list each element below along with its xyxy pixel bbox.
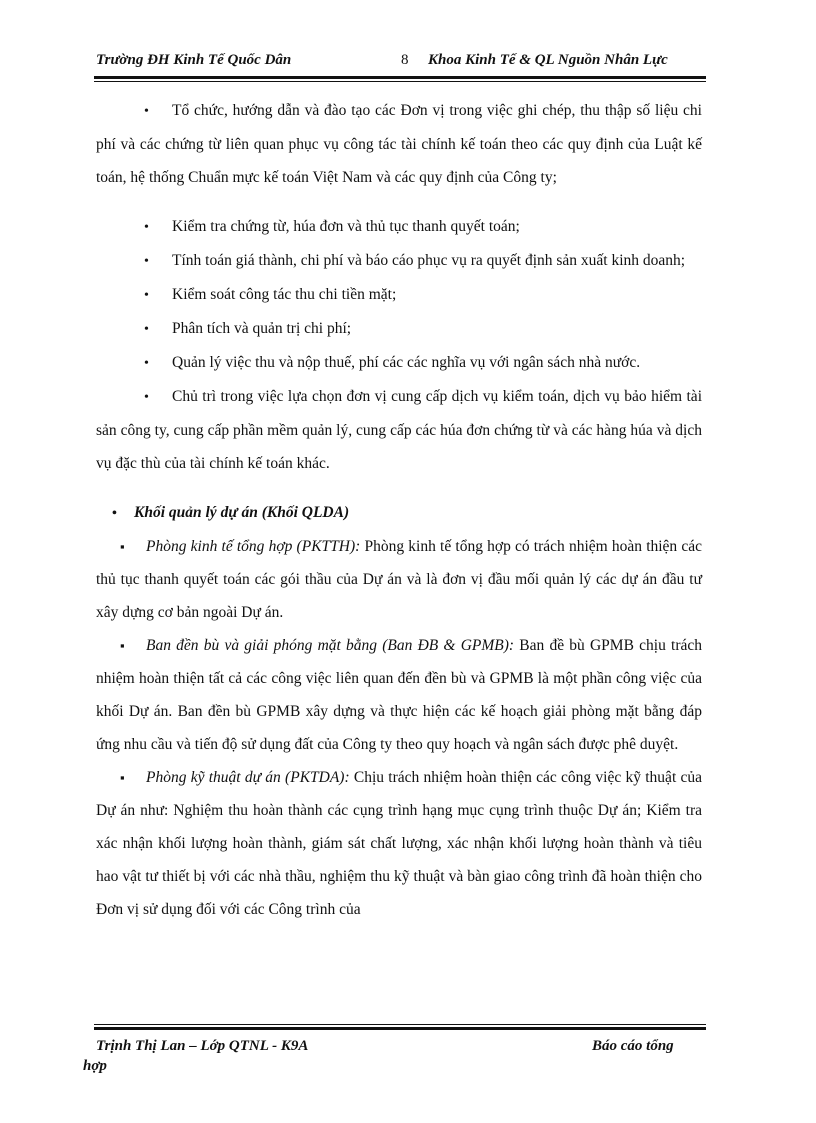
- header-rule-thin: [94, 81, 706, 82]
- bullet-text: Tổ chức, hướng dẫn và đào tạo các Đơn vị trong việc ghi chép, thu thập số liệu chi phí và các chứng từ liên quan phục vụ công tác tài chính kế toán theo các quy định của Luật kế toán, hệ thống Chuẩn mực kế toán Việt Nam và các quy định của Công ty;: [96, 102, 702, 186]
- bullet-text: Tính toán giá thành, chi phí và báo cáo phục vụ ra quyết định sản xuất kinh doanh;: [172, 252, 686, 269]
- bullet-item: [96, 210, 702, 244]
- bullet-item: [96, 278, 702, 312]
- footer-author: Trịnh Thị Lan – Lớp QTNL - K9A: [96, 1038, 309, 1054]
- bullet-dot-icon: [144, 244, 172, 278]
- footer-report-title: Báo cáo tổng: [592, 1038, 674, 1054]
- sub-item: [96, 530, 702, 629]
- sub-item-text: Phòng kinh tế tổng hợp có trách nhiệm hoàn thiện các thủ tục thanh quyết toán các gói thầu của Dự án và là đơn vị đầu mối quản lý các dự án đầu tư xây dựng cơ bản ngoài Dự án.: [96, 538, 702, 621]
- bullet-text: Phân tích và quản trị chi phí;: [172, 320, 352, 337]
- sub-item: [96, 629, 702, 761]
- sub-item-title: Ban đền bù và giải phóng mặt bằng (Ban ĐB & GPMB):: [146, 637, 515, 654]
- header-faculty: Khoa Kinh Tế & QL Nguồn Nhân Lực: [428, 52, 668, 68]
- document-body: [96, 94, 702, 926]
- bullet-text: Chủ trì trong việc lựa chọn đơn vị cung cấp dịch vụ kiểm toán, dịch vụ bảo hiểm tài sản công ty, cung cấp phần mềm quản lý, cung cấp các húa đơn chứng từ và các hàng húa và dịch vụ đặc thù của tài chính kế toán khác.: [96, 388, 702, 472]
- bullet-dot-icon: [144, 94, 172, 128]
- bullet-dot-icon: [144, 380, 172, 414]
- header-university: Trường ĐH Kinh Tế Quốc Dân: [96, 52, 292, 68]
- bullet-dot-icon: [112, 496, 134, 530]
- bullet-item: [96, 346, 702, 380]
- section-heading: [96, 496, 702, 530]
- bullet-item: [96, 380, 702, 480]
- bullet-text: Quản lý việc thu và nộp thuế, phí các các nghĩa vụ với ngân sách nhà nước.: [172, 354, 641, 371]
- sub-item-text: Chịu trách nhiệm hoàn thiện các công việc kỹ thuật của Dự án như: Nghiệm thu hoàn thành các cụng trình hạng mục cụng trình thuộc Dự án; Kiểm tra xác nhận khối lượng hoàn thành, giám sát chất lượng, xác nhận khối lượng hoàn thành và tiêu hao vật tư thiết bị với các nhà thầu, nghiệm thu kỹ thuật và bàn giao công trình đã hoàn thiện cho Đơn vị sử dụng đối với các Công trình của: [96, 769, 703, 918]
- header-rule-thick: [94, 76, 706, 79]
- bullet-dot-icon: [144, 210, 172, 244]
- footer-rule-thin: [94, 1024, 706, 1025]
- bullet-item: [96, 312, 702, 346]
- bullet-item: [96, 94, 702, 194]
- footer-rule-thick: [94, 1027, 706, 1030]
- bullet-dot-icon: [144, 346, 172, 380]
- bullet-text: Kiểm tra chứng từ, húa đơn và thủ tục thanh quyết toán;: [172, 218, 520, 235]
- footer-report-title-wrap: hợp: [83, 1058, 107, 1074]
- sub-item-text: Ban đề bù GPMB chịu trách nhiệm hoàn thiện tất cả các công việc liên quan đến đền bù và GPMB là một phần công việc của khối Dự án. Ban đền bù GPMB xây dựng và thực hiện các kế hoạch giải phòng mặt bằng đáp ứng nhu cầu và tiến độ sử dụng đất của Công ty theo quy hoạch và ngân sách được phê duyệt.: [96, 637, 703, 753]
- bullet-dot-icon: [144, 278, 172, 312]
- sub-item: [96, 761, 702, 926]
- bullet-text: Kiểm soát công tác thu chi tiền mặt;: [172, 286, 397, 303]
- bullet-dot-icon: [144, 312, 172, 346]
- square-bullet-icon: [120, 629, 146, 662]
- square-bullet-icon: [120, 530, 146, 563]
- sub-item-title: Phòng kinh tế tổng hợp (PKTTH):: [146, 538, 361, 555]
- header-page-number: 8: [401, 52, 409, 68]
- bullet-item: [96, 244, 702, 278]
- sub-item-title: Phòng kỹ thuật dự án (PKTDA):: [146, 769, 350, 786]
- page-header: [96, 52, 706, 74]
- square-bullet-icon: [120, 761, 146, 794]
- section-title: Khối quản lý dự án (Khối QLDA): [134, 504, 350, 521]
